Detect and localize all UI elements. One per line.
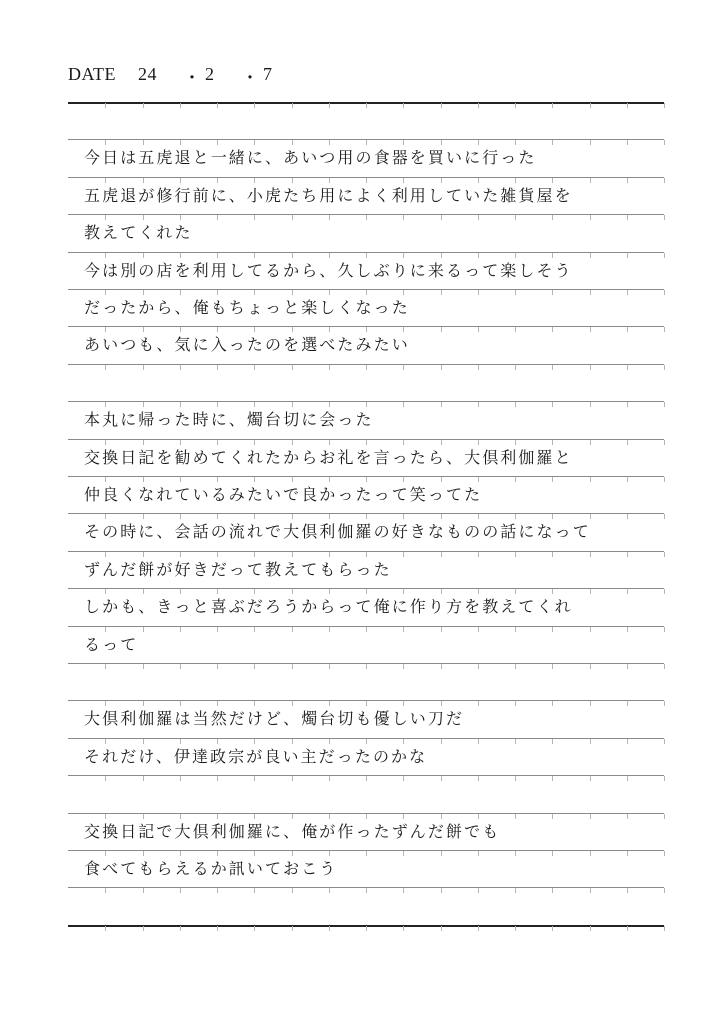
diary-line: 今は別の店を利用してるから、久しぶりに来るって楽しそう: [84, 260, 573, 280]
diary-line: [84, 368, 659, 398]
rule-tick: [180, 926, 181, 931]
rule-tick: [664, 926, 665, 931]
rule-tick: [664, 552, 665, 557]
rule-tick: [105, 926, 106, 931]
diary-line: ずんだ餅が好きだって教えてもらった: [84, 559, 392, 579]
rule-tick: [552, 926, 553, 931]
diary-line: その時に、会話の流れで大倶利伽羅の好きなものの話になって: [84, 522, 591, 542]
diary-line: だったから、俺もちょっと楽しくなった: [84, 298, 410, 317]
diary-line: 仲良くなれているみたいで良かったって笑ってた: [84, 485, 483, 504]
date-year: 24: [138, 64, 157, 84]
date-day: 7: [263, 64, 273, 84]
rule-tick: [664, 215, 665, 220]
rule-tick: [664, 739, 665, 744]
rule-tick: [627, 926, 628, 931]
rule-tick: [664, 440, 665, 445]
rule-tick: [664, 814, 665, 819]
rule-tick: [292, 926, 293, 931]
diary-line: 教えてくれた: [84, 223, 193, 243]
diary-line: 五虎退が修行前に、小虎たち用によく利用していた雑貨屋を: [84, 185, 573, 205]
diary-line: 大倶利伽羅は当然だけど、燭台切も優しい刀だ: [84, 709, 465, 729]
diary-line: 食べてもらえるか訊いておこう: [84, 859, 338, 878]
rule-tick: [664, 477, 665, 482]
diary-line: [84, 891, 659, 921]
rule-tick: [329, 926, 330, 931]
rule-tick: [590, 926, 591, 931]
diary-line: [84, 779, 659, 809]
diary-line: 交換日記で大倶利伽羅に、俺が作ったずんだ餅でも: [84, 821, 501, 841]
rule-tick: [664, 327, 665, 332]
rule-tick: [441, 926, 442, 931]
rule-tick: [254, 926, 255, 931]
rule-tick: [143, 926, 144, 931]
rule-tick: [664, 514, 665, 519]
rule-tick: [403, 926, 404, 931]
rule-tick: [515, 926, 516, 931]
date-label: DATE: [68, 64, 116, 84]
rule-tick: [664, 664, 665, 669]
rule-tick: [478, 926, 479, 931]
date-header: [68, 60, 668, 90]
rule-tick: [664, 365, 665, 370]
rule-tick: [664, 178, 665, 183]
rule-tick: [664, 627, 665, 632]
rule-tick: [664, 701, 665, 706]
date-month: 2: [205, 64, 215, 84]
rule-tick: [664, 253, 665, 258]
diary-line: るって: [84, 634, 139, 654]
rule-tick: [664, 402, 665, 407]
diary-line: 交換日記を勧めてくれたからお礼を言ったら、大倶利伽羅と: [84, 447, 573, 467]
rule-tick: [664, 851, 665, 856]
rule-tick: [664, 103, 665, 108]
rule-tick: [664, 140, 665, 145]
date-separator: ・: [183, 68, 202, 88]
rule-tick: [664, 290, 665, 295]
rule-tick: [664, 888, 665, 893]
diary-line: 本丸に帰った時に、燭台切に会った: [84, 410, 374, 430]
rule-tick: [664, 589, 665, 594]
diary-line: あいつも、気に入ったのを選べたみたい: [84, 335, 410, 355]
rule-tick: [664, 776, 665, 781]
diary-line: それだけ、伊達政宗が良い主だったのかな: [84, 746, 428, 766]
date-separator: ・: [241, 68, 260, 88]
rule-ticks: [68, 926, 664, 932]
diary-line: しかも、きっと喜ぶだろうからって俺に作り方を教えてくれ: [84, 597, 573, 617]
diary-line: [84, 667, 659, 697]
diary-line: 今日は五虎退と一緒に、あいつ用の食器を買いに行った: [84, 148, 537, 168]
diary-line: [84, 106, 659, 136]
rule-tick: [217, 926, 218, 931]
rule-tick: [366, 926, 367, 931]
